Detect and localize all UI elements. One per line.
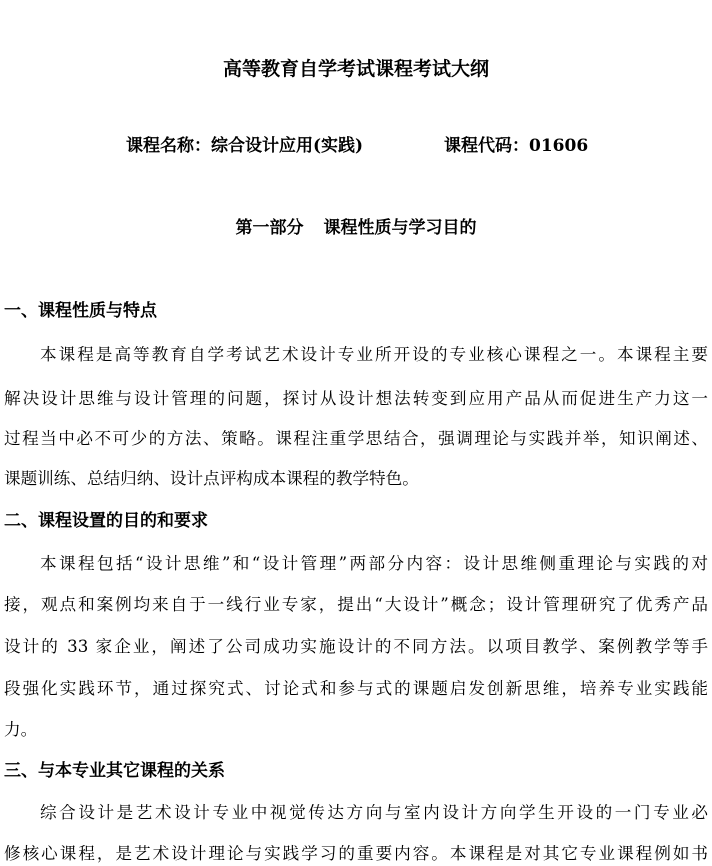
section-heading: 三、与本专业其它课程的关系: [4, 761, 225, 781]
paragraph-line: 设计的 33 家企业，阐述了公司成功实施设计的不同方法。以项目教学、案例教学等手: [4, 637, 708, 656]
section-heading: 二、课程设置的目的和要求: [4, 511, 208, 531]
course-name: 课程名称：综合设计应用(实践): [126, 136, 364, 156]
paragraph-line: 解决设计思维与设计管理的问题，探讨从设计想法转变到应用产品从而促进生产力这一: [4, 389, 708, 408]
paragraph-line: 综合设计是艺术设计专业中视觉传达方向与室内设计方向学生开设的一门专业必: [40, 803, 708, 822]
paragraph-line: 修核心课程，是艺术设计理论与实践学习的重要内容。本课程是对其它专业课程例如书: [4, 844, 708, 863]
document-title: 高等教育自学考试课程考试大纲: [222, 58, 489, 80]
part-label: 第一部分: [235, 218, 304, 238]
paragraph-line: 过程当中必不可少的方法、策略。课程注重学思结合，强调理论与实践并举，知识阐述、: [4, 429, 708, 448]
paragraph-line: 力。: [4, 720, 38, 739]
course-code: 课程代码：01606: [444, 136, 589, 156]
paragraph-line: 段强化实践环节，通过探究式、讨论式和参与式的课题启发创新思维，培养专业实践能: [4, 679, 708, 698]
part-heading: [0, 216, 712, 240]
paragraph-line: 接，观点和案例均来自于一线行业专家，提出“大设计”概念；设计管理研究了优秀产品: [4, 595, 708, 614]
part-title: 课程性质与学习目的: [323, 218, 477, 238]
paragraph-line: 本课程是高等教育自学考试艺术设计专业所开设的专业核心课程之一。本课程主要: [40, 345, 708, 364]
section-heading: 一、课程性质与特点: [4, 301, 157, 321]
paragraph-line: 本课程包括“设计思维”和“设计管理”两部分内容：设计思维侧重理论与实践的对: [40, 554, 708, 573]
paragraph-line: 课题训练、总结归纳、设计点评构成本课程的教学特色。: [4, 469, 419, 488]
